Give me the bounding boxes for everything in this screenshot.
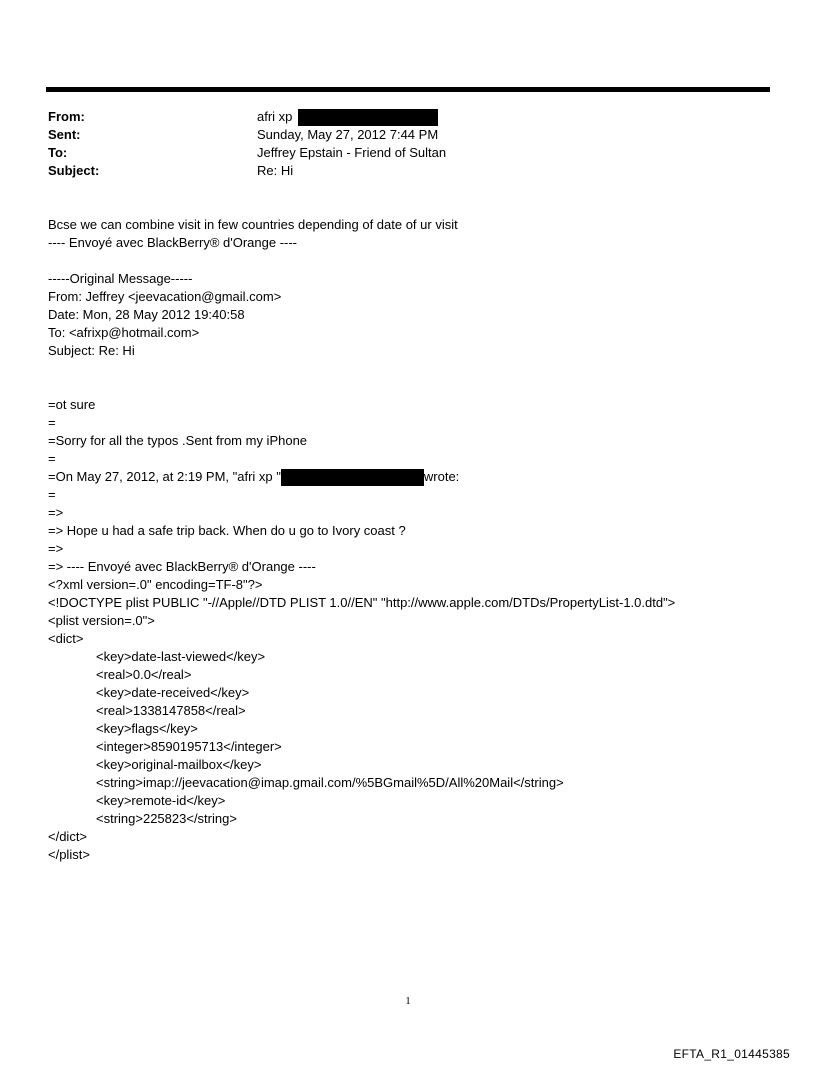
xml-line: <string>imap://jeevacation@imap.gmail.com/%5BGmail%5D/All%20Mail</string> bbox=[96, 775, 564, 790]
xml-line: <key>flags</key> bbox=[96, 721, 198, 736]
original-subject: Subject: Re: Hi bbox=[48, 343, 135, 358]
subject-value: Re: Hi bbox=[257, 163, 294, 178]
quoted-line: => bbox=[48, 505, 64, 520]
header-rule bbox=[46, 87, 770, 92]
xml-line: <integer>8590195713</integer> bbox=[96, 739, 282, 754]
xml-line: <!DOCTYPE plist PUBLIC "-//Apple//DTD PLIST 1.0//EN" "http://www.apple.com/DTDs/PropertyList-1.0.dtd"> bbox=[48, 595, 676, 610]
to-value: Jeffrey Epstain - Friend of Sultan bbox=[257, 145, 447, 160]
xml-line: <key>original-mailbox</key> bbox=[96, 757, 262, 772]
xml-line: <real>0.0</real> bbox=[96, 667, 192, 682]
xml-line: <key>remote-id</key> bbox=[96, 793, 226, 808]
quoted-line: => ---- Envoyé avec BlackBerry® d'Orange ---- bbox=[48, 559, 316, 574]
xml-line: <?xml version=.0" encoding=TF-8"?> bbox=[48, 577, 263, 592]
from-label: From: bbox=[48, 109, 85, 124]
bates-number: EFTA_R1_01445385 bbox=[673, 1047, 790, 1061]
xml-line: <key>date-last-viewed</key> bbox=[96, 649, 266, 664]
from-value bbox=[257, 108, 438, 126]
quoted-wrote: wrote: bbox=[423, 469, 460, 484]
xml-line: <real>1338147858</real> bbox=[96, 703, 246, 718]
xml-line: </dict> bbox=[48, 829, 88, 844]
body-line: Bcse we can combine visit in few countries depending of date of ur visit bbox=[48, 217, 458, 232]
redaction-block bbox=[298, 109, 438, 126]
xml-line: <string>225823</string> bbox=[96, 811, 237, 826]
quoted-line: => Hope u had a safe trip back. When do u go to Ivory coast ? bbox=[48, 523, 406, 538]
original-message-marker: -----Original Message----- bbox=[48, 271, 193, 286]
quoted-line: = bbox=[48, 487, 56, 502]
to-label: To: bbox=[48, 145, 68, 160]
quoted-line: => bbox=[48, 541, 64, 556]
quoted-line: =Sorry for all the typos .Sent from my iPhone bbox=[48, 433, 308, 448]
original-to: To: <afrixp@hotmail.com> bbox=[48, 325, 200, 340]
from-name: afri xp bbox=[257, 109, 293, 124]
xml-line: <plist version=.0"> bbox=[48, 613, 155, 628]
quoted-attribution: =On May 27, 2012, at 2:19 PM, "afri xp " bbox=[48, 469, 281, 484]
sent-value: Sunday, May 27, 2012 7:44 PM bbox=[257, 127, 439, 142]
xml-line: <dict> bbox=[48, 631, 84, 646]
quoted-line: = bbox=[48, 451, 56, 466]
quoted-line: = bbox=[48, 415, 56, 430]
quoted-line: =ot sure bbox=[48, 397, 96, 412]
page-number: 1 bbox=[405, 995, 411, 1007]
quoted-line bbox=[48, 468, 459, 486]
body-line: ---- Envoyé avec BlackBerry® d'Orange ---- bbox=[48, 235, 298, 250]
original-from: From: Jeffrey <jeevacation@gmail.com> bbox=[48, 289, 282, 304]
xml-line: <key>date-received</key> bbox=[96, 685, 250, 700]
original-date: Date: Mon, 28 May 2012 19:40:58 bbox=[48, 307, 245, 322]
sent-label: Sent: bbox=[48, 127, 81, 142]
redaction-block bbox=[281, 469, 424, 486]
subject-label: Subject: bbox=[48, 163, 100, 178]
xml-line: </plist> bbox=[48, 847, 90, 862]
